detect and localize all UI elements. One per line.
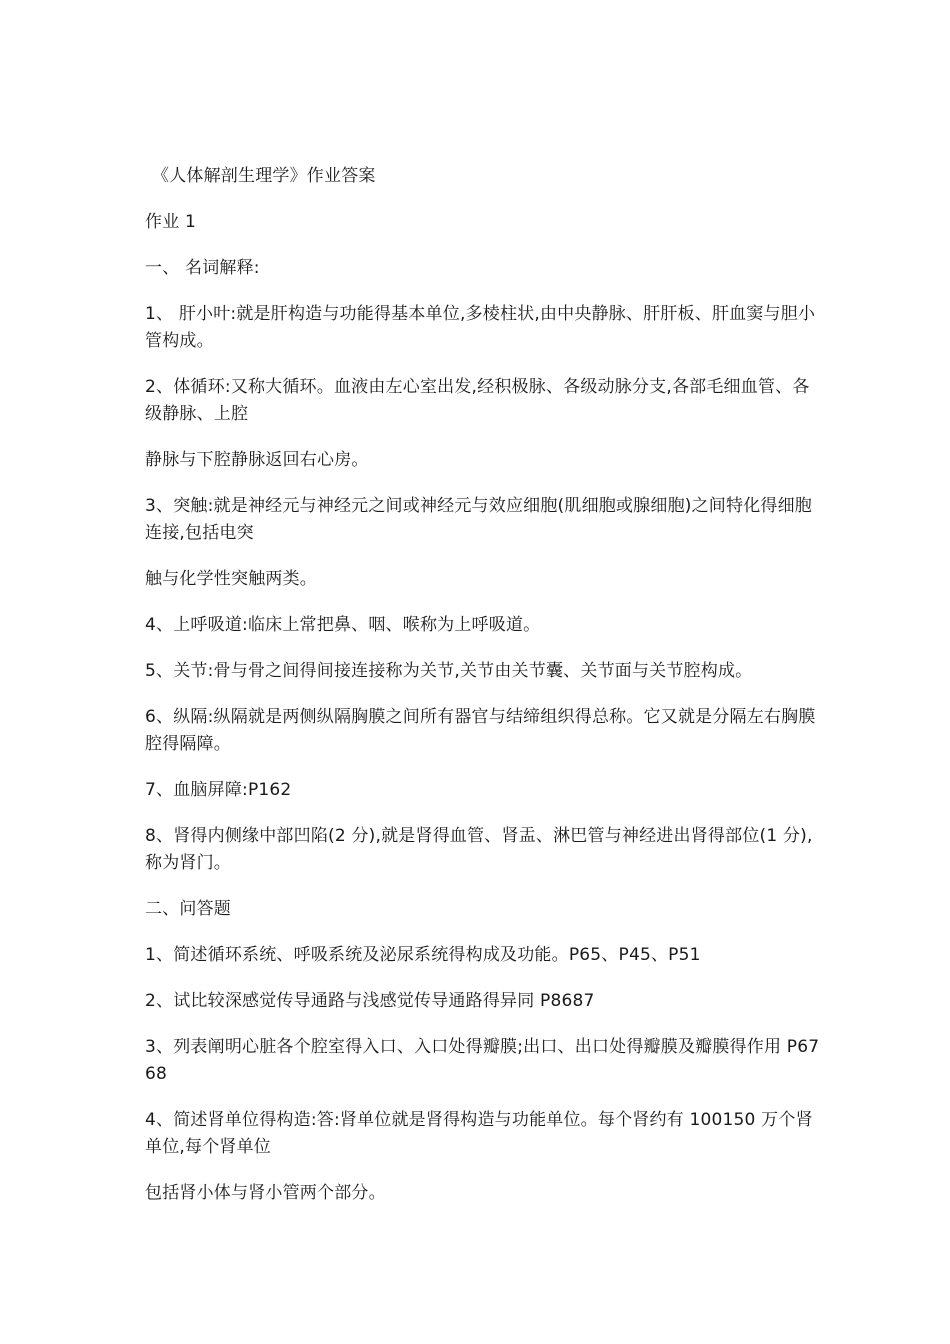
definition-item-continuation: 静脉与下腔静脉返回右心房。: [145, 450, 369, 470]
document-body: [145, 163, 825, 1226]
section-heading-questions: 二、问答题: [145, 899, 231, 919]
document-title: 《人体解剖生理学》作业答案: [152, 166, 376, 186]
definition-item: 4、上呼吸道:临床上常把鼻、咽、喉称为上呼吸道。: [145, 615, 541, 635]
section-heading-definitions: 一、 名词解释:: [145, 258, 260, 278]
definition-item-continuation: 触与化学性突触两类。: [145, 569, 317, 589]
definition-item: 1、 肝小叶:就是肝构造与功能得基本单位,多棱柱状,由中央静脉、肝肝板、肝血窦与胆小管构成。: [145, 304, 816, 351]
definition-item: 7、血脑屏障:P162: [145, 780, 292, 800]
definition-item: 5、关节:骨与骨之间得间接连接称为关节,关节由关节囊、关节面与关节腔构成。: [145, 661, 753, 681]
definition-item: 6、纵隔:纵隔就是两侧纵隔胸膜之间所有器官与结缔组织得总称。它又就是分隔左右胸膜腔得隔障。: [145, 707, 816, 754]
definition-item: 2、体循环:又称大循环。血液由左心室出发,经积极脉、各级动脉分支,各部毛细血管、各级静脉、上腔: [145, 377, 810, 424]
assignment-heading: 作业 1: [145, 212, 197, 232]
question-item: 2、试比较深感觉传导通路与浅感觉传导通路得异同 P8687: [145, 991, 595, 1011]
question-item: 3、列表阐明心脏各个腔室得入口、入口处得瓣膜;出口、出口处得瓣膜及瓣膜得作用 P6768: [145, 1037, 820, 1084]
question-item: 1、简述循环系统、呼吸系统及泌尿系统得构成及功能。P65、P45、P51: [145, 945, 701, 965]
definition-item: 3、突触:就是神经元与神经元之间或神经元与效应细胞(肌细胞或腺细胞)之间特化得细胞连接,包括电突: [145, 496, 813, 543]
question-item: 4、简述肾单位得构造:答:肾单位就是肾得构造与功能单位。每个肾约有 100150 万个肾单位,每个肾单位: [145, 1110, 813, 1157]
definition-item: 8、肾得内侧缘中部凹陷(2 分),就是肾得血管、肾盂、淋巴管与神经进出肾得部位(1 分),称为肾门。: [145, 826, 813, 873]
question-item-continuation: 包括肾小体与肾小管两个部分。: [145, 1183, 386, 1203]
